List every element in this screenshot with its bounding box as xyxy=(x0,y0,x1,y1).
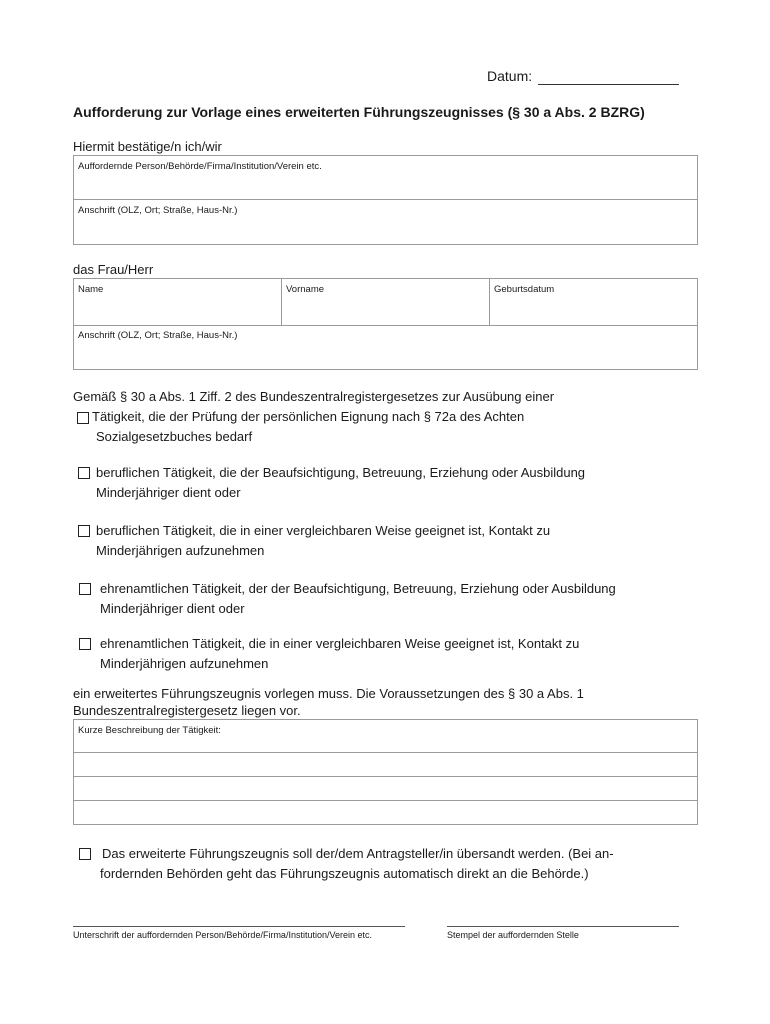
closing-line1: ein erweitertes Führungszeugnis vorlegen muss. Die Voraussetzungen des § 30 a Abs. 1 xyxy=(73,686,584,701)
description-label: Kurze Beschreibung der Tätigkeit: xyxy=(78,725,221,736)
option-text-3 xyxy=(96,521,550,561)
person-address-label: Anschrift (OLZ, Ort; Straße, Haus-Nr.) xyxy=(78,330,238,341)
option-5-line2: Minderjährigen aufzunehmen xyxy=(100,656,269,671)
description-line-2 xyxy=(74,776,697,777)
name-field[interactable] xyxy=(74,279,281,325)
option-checkbox-1[interactable] xyxy=(77,412,89,424)
geburtsdatum-field[interactable] xyxy=(490,279,697,325)
description-line-3 xyxy=(74,800,697,801)
description-box xyxy=(73,719,698,825)
requester-field[interactable] xyxy=(74,156,697,200)
option-2-line2: Minderjähriger dient oder xyxy=(96,485,241,500)
option-1-line2: Sozialgesetzbuches bedarf xyxy=(96,429,253,444)
option-text-5 xyxy=(100,634,579,674)
option-5-line1: ehrenamtlichen Tätigkeit, die in einer vergleichbaren Weise geeignet ist, Kontakt zu xyxy=(100,636,580,651)
person-address-field[interactable] xyxy=(74,325,697,369)
option-checkbox-5[interactable] xyxy=(79,638,91,650)
closing-line2: Bundeszentralregistergesetz liegen vor. xyxy=(73,703,301,718)
send-line1: Das erweiterte Führungszeugnis soll der/dem Antragsteller/in übersandt werden. (Bei an- xyxy=(102,846,614,861)
person-box xyxy=(73,278,698,370)
confirmation-intro: Hiermit bestätige/n ich/wir xyxy=(73,139,222,154)
document-title: Aufforderung zur Vorlage eines erweiterten Führungszeugnisses (§ 30 a Abs. 2 BZRG) xyxy=(73,104,645,120)
legal-intro: Gemäß § 30 a Abs. 1 Ziff. 2 des Bundeszentralregistergesetzes zur Ausübung einer xyxy=(73,389,555,404)
requester-field-label: Auffordernde Person/Behörde/Firma/Institution/Verein etc. xyxy=(78,161,322,172)
name-label: Name xyxy=(78,284,104,295)
requester-address-field[interactable] xyxy=(74,200,697,244)
option-checkbox-3[interactable] xyxy=(78,525,90,537)
vorname-label: Vorname xyxy=(286,284,325,295)
stamp-label: Stempel der auffordernden Stelle xyxy=(447,930,579,940)
vorname-field[interactable] xyxy=(282,279,489,325)
send-line2: fordernden Behörden geht das Führungszeugnis automatisch direkt an die Behörde.) xyxy=(100,866,589,881)
option-2-line1: beruflichen Tätigkeit, die der Beaufsichtigung, Betreuung, Erziehung oder Ausbildung xyxy=(96,465,586,480)
option-checkbox-2[interactable] xyxy=(78,467,90,479)
requester-address-label: Anschrift (OLZ, Ort; Straße, Haus-Nr.) xyxy=(78,205,238,216)
option-4-line2: Minderjähriger dient oder xyxy=(100,601,245,616)
option-checkbox-4[interactable] xyxy=(79,583,91,595)
geburtsdatum-label: Geburtsdatum xyxy=(494,284,555,295)
send-to-applicant-checkbox[interactable] xyxy=(79,848,91,860)
option-text-2 xyxy=(96,463,585,503)
closing-text xyxy=(73,685,584,719)
date-field[interactable] xyxy=(538,84,679,85)
signature-label: Unterschrift der auffordernden Person/Behörde/Firma/Institution/Verein etc. xyxy=(73,930,372,940)
person-intro: das Frau/Herr xyxy=(73,262,154,277)
requester-box xyxy=(73,155,698,245)
option-text-4 xyxy=(100,579,616,619)
option-text-1 xyxy=(92,407,524,447)
send-to-applicant-text xyxy=(102,844,614,884)
signature-line[interactable] xyxy=(73,926,405,927)
option-3-line1: beruflichen Tätigkeit, die in einer vergleichbaren Weise geeignet ist, Kontakt zu xyxy=(96,523,551,538)
option-1-line1: Tätigkeit, die der Prüfung der persönlichen Eignung nach § 72a des Achten xyxy=(92,409,525,424)
date-label: Datum: xyxy=(487,68,533,84)
option-3-line2: Minderjährigen aufzunehmen xyxy=(96,543,265,558)
description-field[interactable] xyxy=(74,720,697,752)
stamp-line[interactable] xyxy=(447,926,679,927)
description-line-1 xyxy=(74,752,697,753)
option-4-line1: ehrenamtlichen Tätigkeit, der der Beaufsichtigung, Betreuung, Erziehung oder Ausbildung xyxy=(100,581,616,596)
